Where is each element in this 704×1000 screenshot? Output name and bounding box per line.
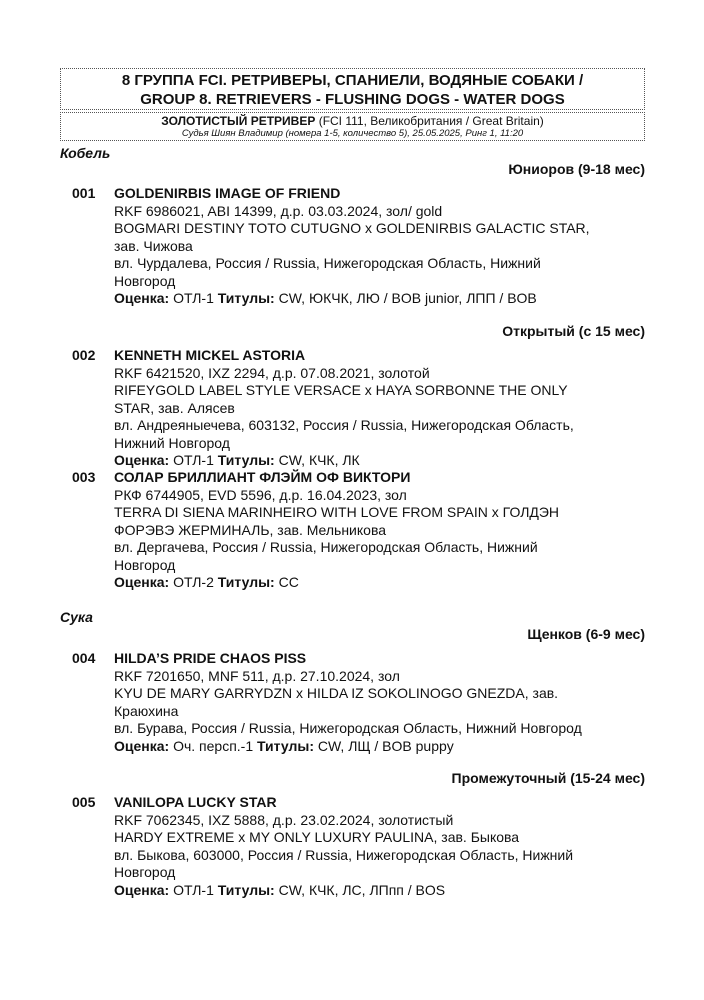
class-open: Открытый (с 15 мес)	[502, 323, 645, 339]
titles-value: CW, ЛЩ / BOB puppy	[313, 737, 454, 754]
registration: РКФ 6744905, EVD 5596, д.р. 16.04.2023, зол	[114, 486, 407, 503]
parents: RIFEYGOLD LABEL STYLE VERSACE x HAYA SORBONNE THE ONLY	[114, 382, 568, 398]
dog-name: VANILOPA LUCKY STAR	[114, 794, 277, 810]
parents: TERRA DI SIENA MARINHEIRO WITH LOVE FROM SPAIN x ГОЛДЭН	[114, 504, 560, 520]
grade-label: Оценка:	[114, 737, 170, 754]
parents-cont: зав. Чижова	[114, 237, 193, 254]
parents-cont: Краюхина	[114, 702, 179, 719]
group-header	[60, 68, 645, 110]
owner: вл. Чурдалева, Россия / Russia, Нижегородская Область, Нижний	[114, 255, 541, 271]
result-line	[114, 574, 644, 592]
result-line	[114, 738, 644, 756]
titles-label: Титулы:	[217, 574, 275, 590]
entry-number: 003	[72, 469, 96, 485]
owner: вл. Дергачева, Россия / Russia, Нижегородская Область, Нижний	[114, 539, 538, 555]
owner-cont: Новгород	[114, 272, 176, 289]
owner: вл. Бурава, Россия / Russia, Нижегородская Область, Нижний Новгород	[114, 720, 582, 736]
class-juniors: Юниоров (9-18 мес)	[508, 161, 645, 177]
judge-info: Судья Шиян Владимир (номера 1-5, количество 5), 25.05.2025, Ринг 1, 11:20	[181, 128, 524, 139]
breed-header	[60, 112, 645, 141]
section-male: Кобель	[60, 145, 111, 161]
entry-number: 004	[72, 650, 96, 666]
titles-label: Титулы:	[217, 881, 275, 898]
section-female: Сука	[60, 609, 93, 625]
class-puppy: Щенков (6-9 мес)	[527, 626, 645, 642]
titles-label: Титулы:	[257, 737, 314, 754]
entry-number: 005	[72, 794, 96, 810]
registration: RKF 7062345, IXZ 5888, д.р. 23.02.2024, золотистый	[114, 811, 454, 828]
grade-label: Оценка:	[114, 881, 170, 898]
result-line	[114, 882, 644, 900]
grade-label: Оценка:	[114, 452, 170, 468]
owner-cont: Новгород	[114, 864, 176, 880]
dog-name: СОЛАР БРИЛЛИАНТ ФЛЭЙМ ОФ ВИКТОРИ	[114, 469, 411, 485]
dog-name: GOLDENIRBIS IMAGE OF FRIEND	[114, 185, 341, 201]
parents-cont: ФОРЭВЭ ЖЕРМИНАЛЬ, зав. Мельникова	[114, 521, 387, 538]
titles-label: Титулы:	[217, 290, 275, 306]
breed-line	[61, 114, 644, 128]
grade-value: ОТЛ-1	[169, 290, 218, 306]
result-line	[114, 290, 644, 308]
breed-info: (FCI 111, Великобритания / Great Britain)	[315, 114, 544, 128]
titles-value: CW, КЧК, ЛС, ЛПпп / BOS	[274, 881, 446, 898]
owner-cont: Новгород	[114, 556, 176, 573]
grade-value: ОТЛ-2	[169, 574, 218, 590]
registration: RKF 6421520, IXZ 2294, д.р. 07.08.2021, золотой	[114, 364, 430, 381]
group-title-en: GROUP 8. RETRIEVERS - FLUSHING DOGS - WATER DOGS	[140, 91, 565, 108]
entry-number: 001	[72, 185, 96, 201]
titles-label: Титулы:	[217, 452, 275, 468]
grade-label: Оценка:	[114, 574, 170, 590]
owner: вл. Андреяныечева, 603132, Россия / Russia, Нижегородская Область,	[114, 417, 574, 433]
parents: KYU DE MARY GARRYDZN x HILDA IZ SOKOLINOGO GNEZDA, зав.	[114, 685, 559, 701]
dog-name: KENNETH MICKEL ASTORIA	[114, 347, 306, 363]
class-intermediate: Промежуточный (15-24 мес)	[451, 770, 645, 786]
dog-name: HILDA’S PRIDE CHAOS PISS	[114, 650, 307, 666]
titles-value: CW, ЮКЧК, ЛЮ / BOB junior, ЛПП / BOB	[274, 290, 537, 306]
grade-label: Оценка:	[114, 290, 170, 306]
entry-number: 002	[72, 347, 96, 363]
owner: вл. Быкова, 603000, Россия / Russia, Нижегородская Область, Нижний	[114, 846, 574, 863]
owner-cont: Нижний Новгород	[114, 434, 230, 451]
titles-value: CC	[274, 574, 299, 590]
parents-cont: STAR, зав. Алясев	[114, 399, 235, 416]
grade-value: ОТЛ-1	[169, 452, 218, 468]
parents: BOGMARI DESTINY TOTO CUTUGNO x GOLDENIRBIS GALACTIC STAR,	[114, 220, 590, 236]
grade-value: ОТЛ-1	[169, 881, 218, 898]
result-line	[114, 452, 644, 470]
grade-value: Оч. персп.-1	[169, 737, 258, 754]
titles-value: CW, КЧК, ЛК	[274, 452, 360, 468]
registration: RKF 6986021, ABI 14399, д.р. 03.03.2024, зол/ gold	[114, 202, 443, 219]
parents: HARDY EXTREME x MY ONLY LUXURY PAULINA, зав. Быкова	[114, 829, 520, 845]
group-title-ru: 8 ГРУППА FCI. РЕТРИВЕРЫ, СПАНИЕЛИ, ВОДЯНЫЕ СОБАКИ /	[121, 72, 584, 89]
breed-name: ЗОЛОТИСТЫЙ РЕТРИВЕР	[161, 114, 316, 128]
registration: RKF 7201650, MNF 511, д.р. 27.10.2024, зол	[114, 667, 400, 684]
